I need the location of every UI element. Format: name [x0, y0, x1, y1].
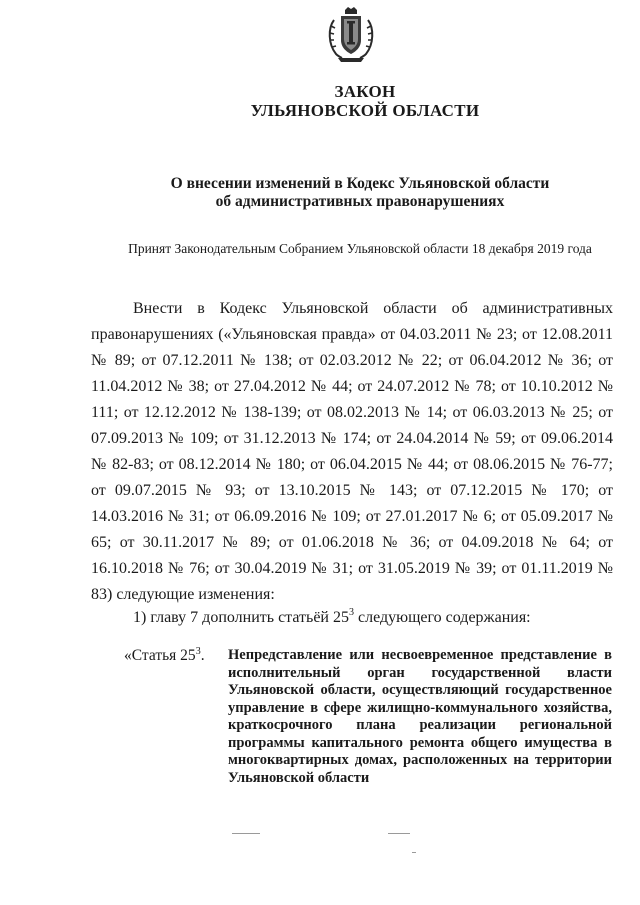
amendment-item-1-sup: 3: [349, 607, 354, 618]
scan-artifact: [412, 852, 416, 853]
adoption-note: Принят Законодательным Собранием Ульяновской области 18 декабря 2019 года: [128, 241, 592, 256]
law-region: УЛЬЯНОВСКОЙ ОБЛАСТИ: [250, 101, 480, 120]
amendment-item-1-text: 1) главу 7 дополнить статьёй 25: [133, 609, 349, 626]
amendment-item-1: [133, 605, 613, 631]
scan-artifact: [232, 833, 260, 834]
scan-artifact: [388, 833, 410, 834]
amendment-item-1-tail: следующего содержания:: [354, 609, 531, 626]
article-title: Непредставление или несвоевременное представление в исполнительный орган государственной власти Ульяновской области, осуществляющий государственное управление в сфере жилищно-коммунального хозяйства, краткосрочного плана реализации региональной программы капитального ремонта общего имущества в многоквартирных домах, расположенных на территории Ульяновской области: [228, 647, 612, 786]
coat-of-arms-icon: [324, 6, 378, 64]
law-title: ЗАКОН: [334, 82, 396, 101]
article-label: [124, 647, 205, 665]
article-label-sup: 3: [195, 646, 201, 657]
article-label-suffix: .: [200, 647, 205, 664]
law-subject-line-2: об административных правонарушениях: [215, 193, 505, 210]
law-subject-line-1: О внесении изменений в Кодекс Ульяновской области: [170, 175, 550, 192]
main-paragraph: Внести в Кодекс Ульяновской области об административных правонарушениях («Ульяновская правда» от 04.03.2011 № 23; от 12.08.2011 № 89; от 07.12.2011 № 138; от 02.03.2012 № 22; от 06.04.2012 № 36; от 11.04.2012 № 38; от 27.04.2012 № 44; от 24.07.2012 № 78; от 10.10.2012 № 111; от 12.12.2012 № 138-139; от 08.02.2013 № 14; от 06.03.2013 № 25; от 07.09.2013 № 109; от 31.12.2013 № 174; от 24.04.2014 № 59; от 09.06.2014 № 82-83; от 08.12.2014 № 180; от 06.04.2015 № 44; от 08.06.2015 № 76-77; от 09.07.2015 № 93; от 13.10.2015 № 143; от 07.12.2015 № 170; от 14.03.2016 № 31; от 06.09.2016 № 109; от 27.01.2017 № 6; от 05.09.2017 № 65; от 30.11.2017 № 89; от 01.06.2018 № 36; от 04.09.2018 № 64; от 16.10.2018 № 76; от 30.04.2019 № 31; от 31.05.2019 № 39; от 01.11.2019 № 83) следующие изменения:: [91, 300, 613, 603]
article-label-text: «Статья 25: [124, 647, 196, 664]
